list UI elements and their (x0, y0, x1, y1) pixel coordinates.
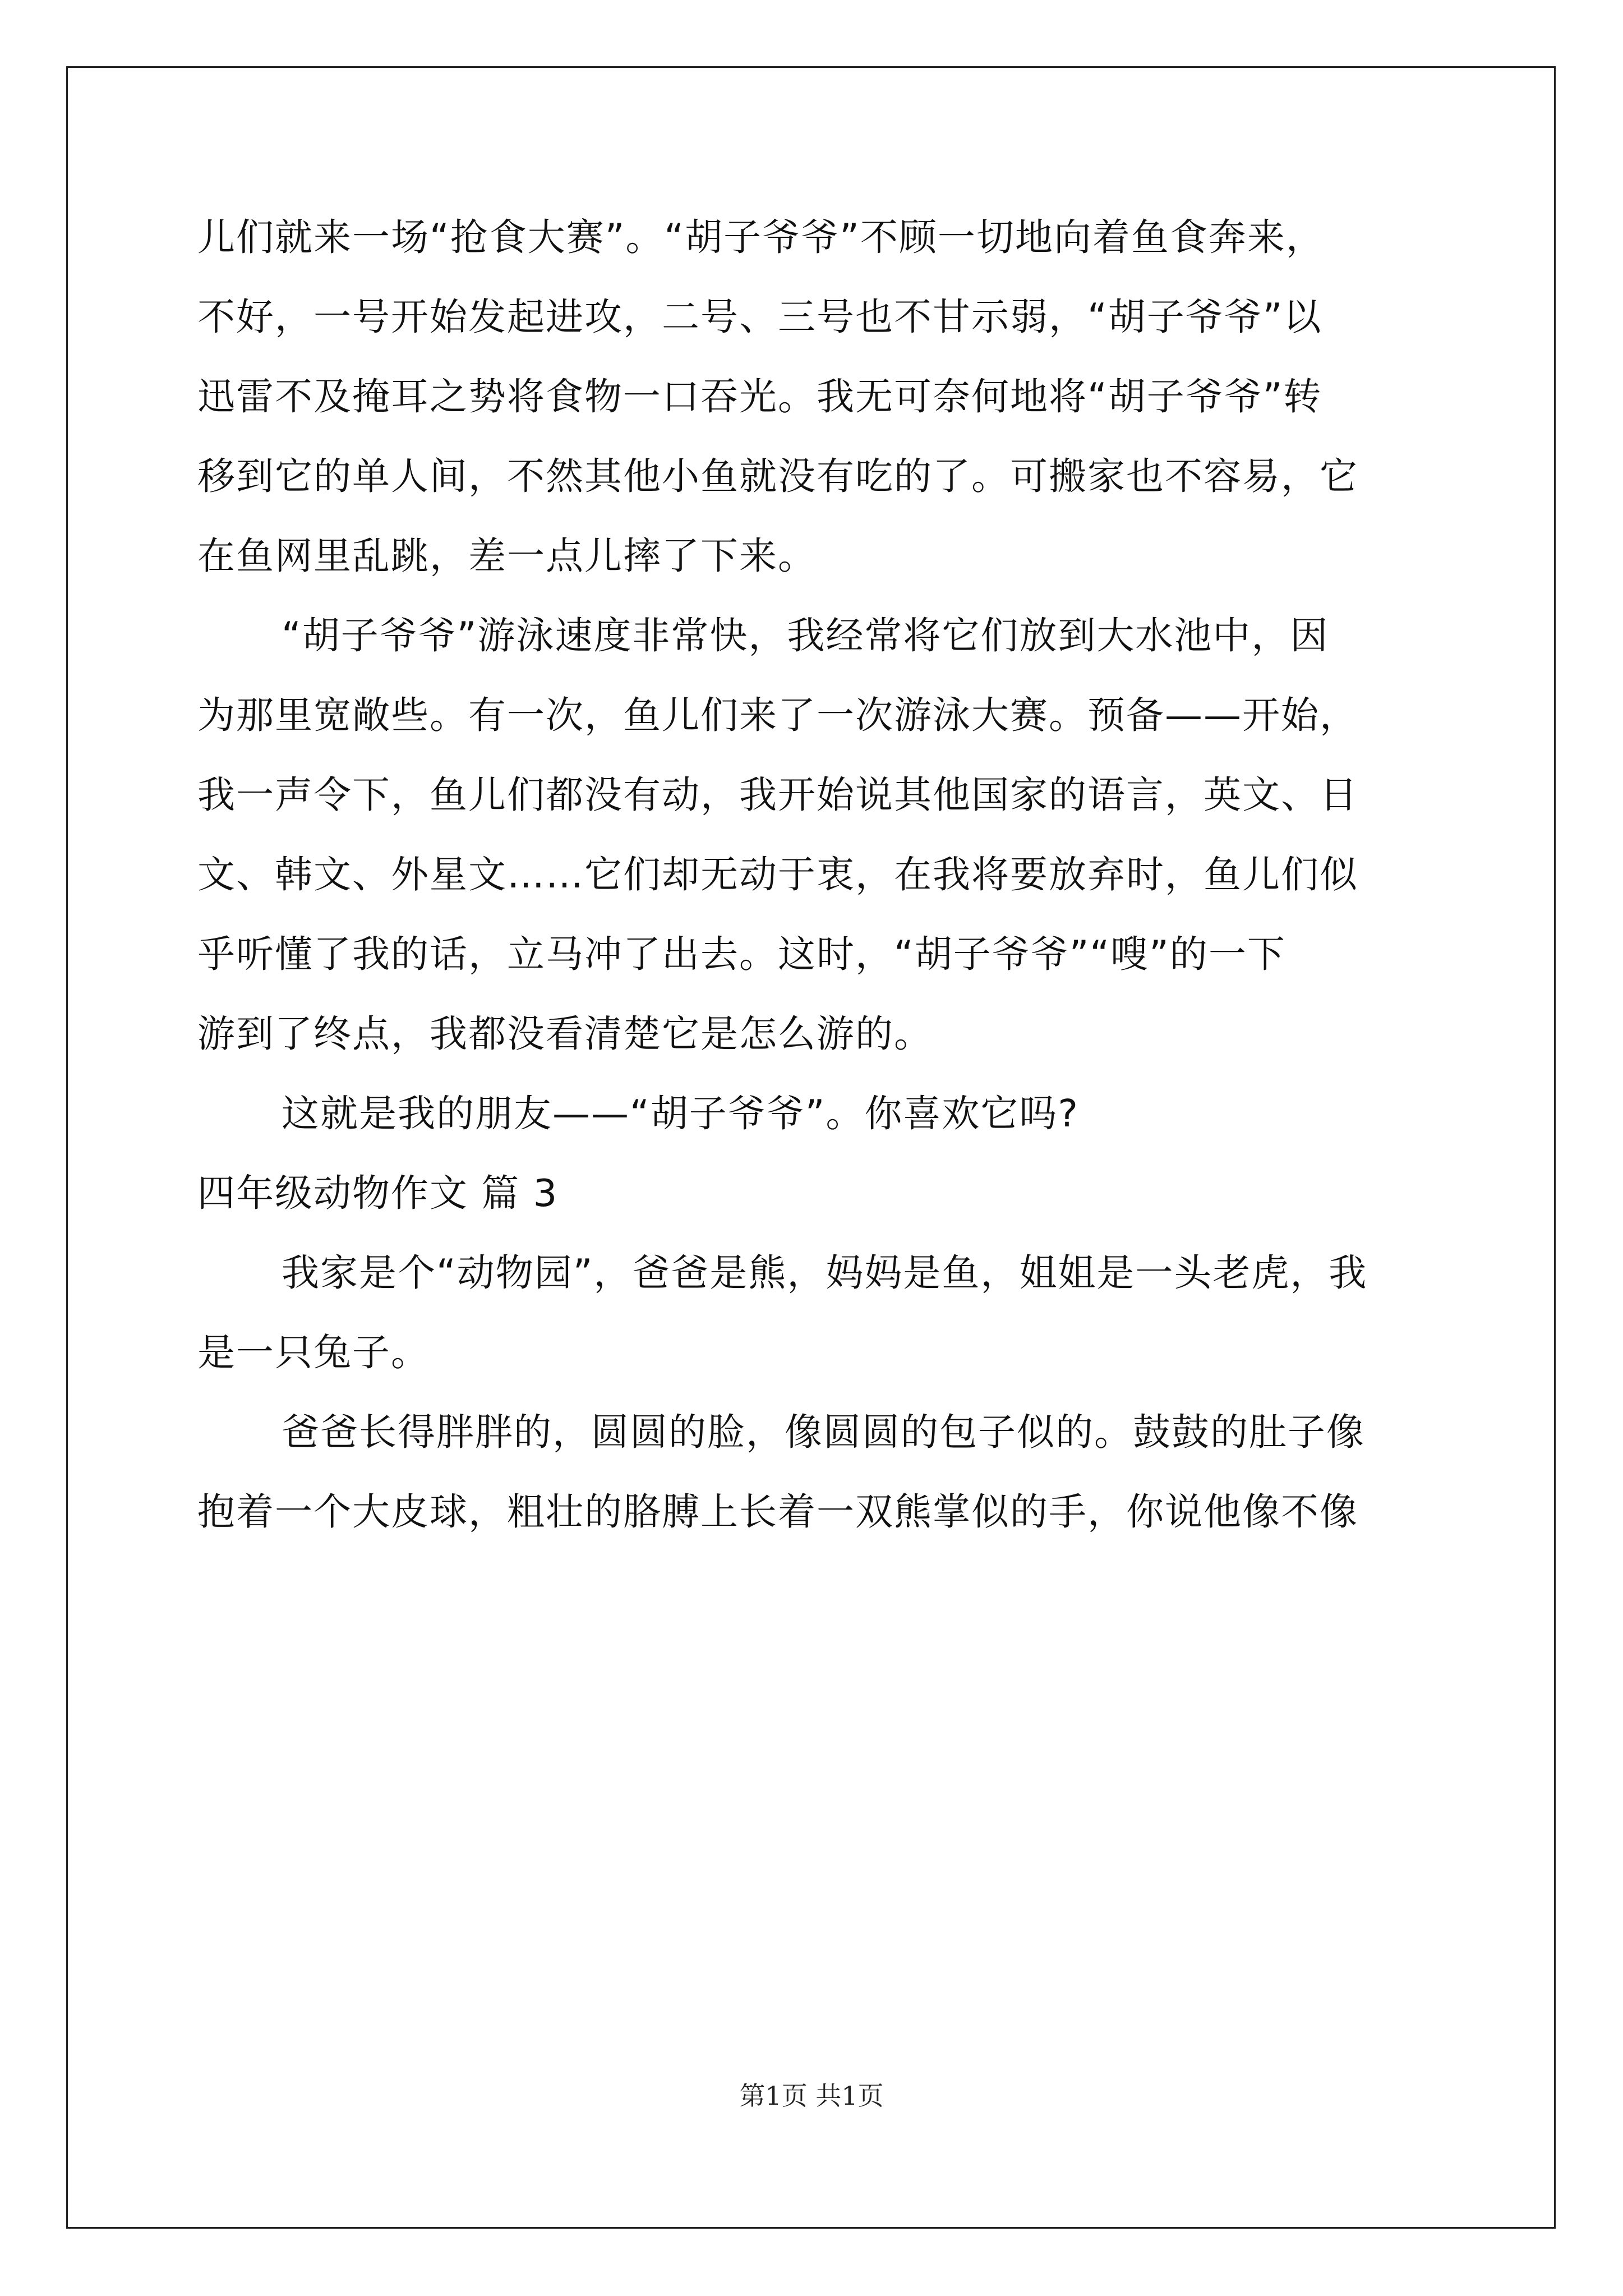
text-line: 儿们就来一场“抢食大赛”。“胡子爷爷”不顾一切地向着鱼食奔来， (197, 215, 1325, 259)
text-line: 文、韩文、外星文……它们却无动于衷，在我将要放弃时，鱼儿们似 (197, 853, 1358, 896)
text-line: 在鱼网里乱跳，差一点儿摔了下来。 (197, 534, 817, 578)
text-line: 为那里宽敞些。有一次，鱼儿们来了一次游泳大赛。预备——开始， (197, 693, 1358, 737)
page-footer: 第1页 共1页 (739, 2081, 884, 2111)
text-line: 这就是我的朋友——“胡子爷爷”。你喜欢它吗? (282, 1092, 1079, 1135)
section-heading: 四年级动物作文 篇 3 (197, 1171, 559, 1215)
text-line: “胡子爷爷”游泳速度非常快，我经常将它们放到大水池中，因 (282, 614, 1329, 657)
text-line: 抱着一个大皮球，粗壮的胳膊上长着一双熊掌似的手，你说他像不像 (197, 1490, 1358, 1534)
text-line: 乎听懂了我的话，立马冲了出去。这时，“胡子爷爷”“嗖”的一下 (197, 932, 1286, 976)
text-line: 爸爸长得胖胖的，圆圆的脸，像圆圆的包子似的。鼓鼓的肚子像 (282, 1410, 1365, 1454)
text-line: 迅雷不及掩耳之势将食物一口吞光。我无可奈何地将“胡子爷爷”转 (197, 375, 1322, 418)
text-line: 我家是个“动物园”，爸爸是熊，妈妈是鱼，姐姐是一头老虎，我 (282, 1251, 1368, 1295)
text-line: 我一声令下，鱼儿们都没有动，我开始说其他国家的语言，英文、日 (197, 773, 1358, 817)
text-line: 移到它的单人间，不然其他小鱼就没有吃的了。可搬家也不容易，它 (197, 454, 1358, 498)
text-line: 是一只兔子。 (197, 1331, 430, 1374)
text-line: 游到了终点，我都没看清楚它是怎么游的。 (197, 1012, 933, 1056)
text-line: 不好，一号开始发起进攻，二号、三号也不甘示弱，“胡子爷爷”以 (197, 295, 1322, 339)
